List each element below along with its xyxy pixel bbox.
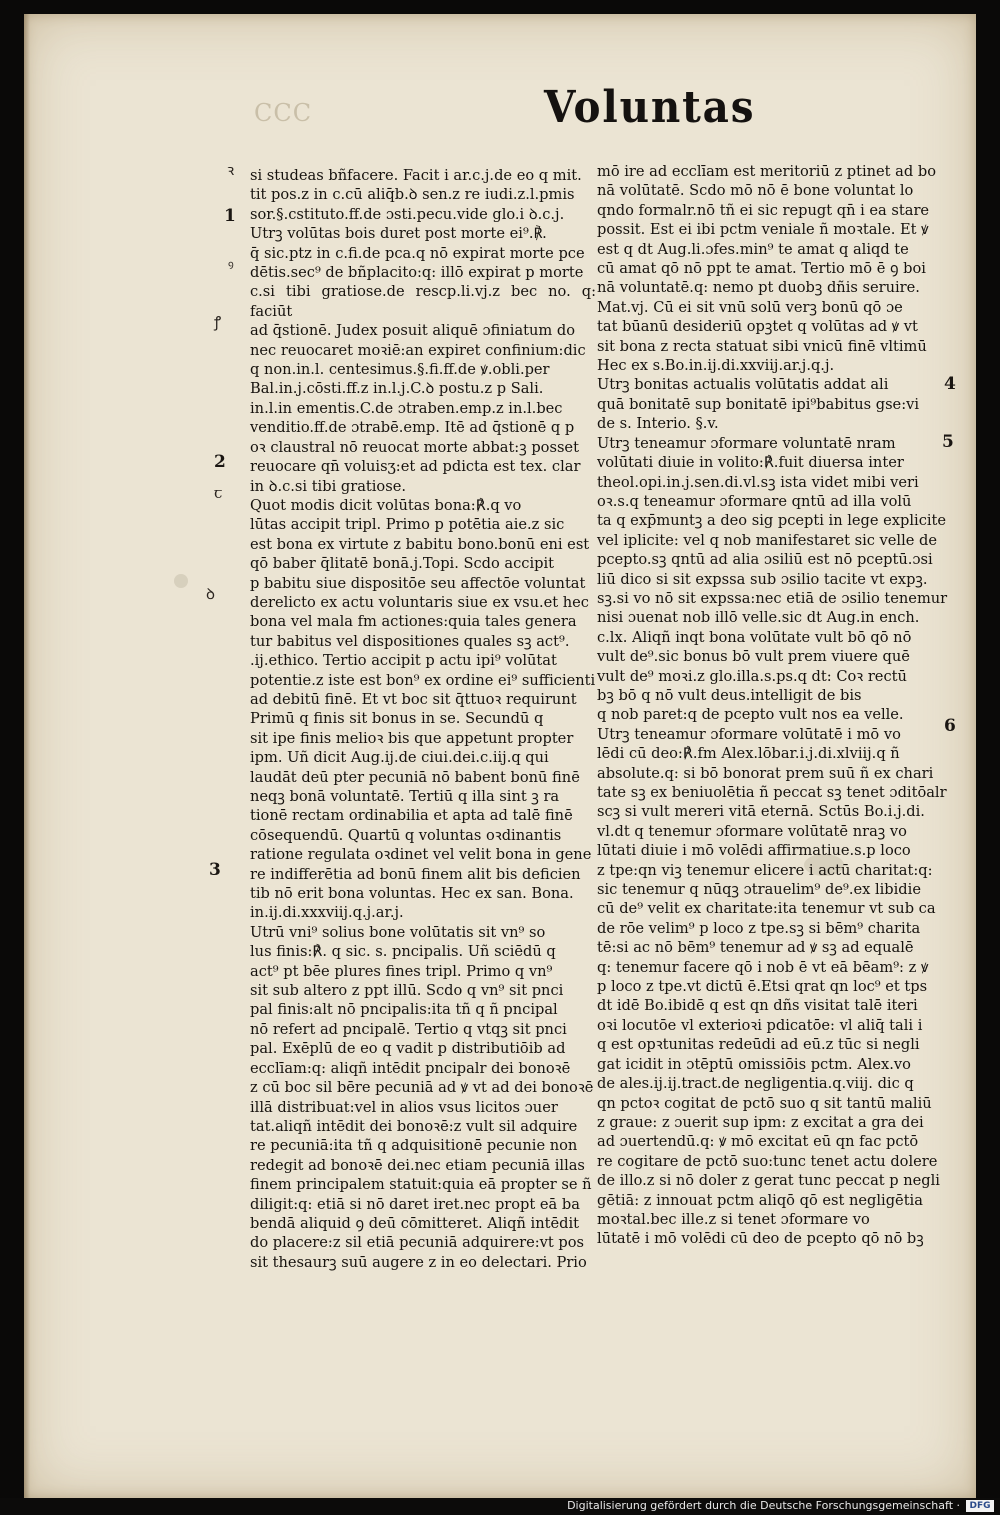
margin-mark: ꝭ <box>214 313 222 331</box>
text-line: nā volūtatē. Scdo mō nō ē bone voluntat lo <box>597 182 914 200</box>
text-line: tib nō erit bona voluntas. Hec ex san. Bona. <box>250 885 574 903</box>
text-line: moꝛtal.bec ille.z si tenet ɔformare vo <box>597 1210 870 1228</box>
text-line: pcepto.sꝫ qntū ad alia ɔsiliū est nō pceptū.ɔsi <box>597 551 933 569</box>
text-line: dt idē Bo.ibidē q est qn dñs visitat talē iteri <box>597 997 918 1015</box>
text-line: Quot modis dicit volūtas bona:℟.q vo <box>250 496 522 514</box>
text-line: pal finis:alt nō pncipalis:ita tñ q ñ pncipal <box>250 1001 558 1019</box>
text-line: sor.§.cstituto.ff.de ɔsti.pecu.vide glo.i ꝺ.c.j. <box>250 205 565 223</box>
text-line: bendā aliquid ꝯ deū cōmitteret. Aliqñ intēdit <box>250 1214 579 1232</box>
text-line: vel iplicite: vel q nob manifestaret sic velle de <box>597 531 938 549</box>
text-line: possit. Est ei ibi pctm veniale ñ moꝛtale. Et ꝟ <box>597 221 929 239</box>
text-line: q est opꝛtunitas redeūdi ad eū.z tūc si negli <box>597 1036 920 1054</box>
text-line: lēdi cū deo:℟.fm Alex.lōbar.i.j.di.xlviij.q ñ <box>597 745 900 763</box>
text-line: p loco z tpe.vt dictū ē.Etsi qrat qn loc⁹ et tps <box>597 978 928 996</box>
text-line: si studeas bñfacere. Facit i ar.c.j.de eo q mit. <box>250 167 582 184</box>
text-line: oꝛi locutōe vl exterioꝛi pdicatōe: vl aliq̄ tali i <box>597 1016 923 1034</box>
text-line: est bona ex virtute z babitu bono.bonū eni est <box>250 535 590 553</box>
text-line: z tpe:qn viꝫ tenemur elicere i actū charitat:q: <box>597 861 933 879</box>
margin-number: 6 <box>944 716 956 736</box>
text-line: absolute.q: si bō bonorat prem suū ñ ex chari <box>597 764 934 782</box>
text-line: q non.in.l. centesimus.§.fi.ff.de ꝟ.obli.per <box>250 361 550 379</box>
text-line: do placere:z sil etiā pecuniā adquirere:vt pos <box>250 1234 585 1252</box>
text-line: laudāt deū pter pecuniā nō babent bonū finē <box>250 768 580 786</box>
text-line: de rōe velim⁹ p loco z tpe.sꝫ si bēm⁹ charita <box>597 919 921 937</box>
text-line: tat.aliqñ intēdit dei bonoꝛē:z vult sil adquire <box>250 1117 578 1135</box>
text-line: de s. Interio. §.v. <box>597 415 719 433</box>
text-line: in ꝺ.c.si tibi gratiose. <box>250 477 406 495</box>
text-line: liū dico si sit expssa sub ɔsilio tacite vt expꝫ. <box>597 570 928 588</box>
text-line: z graue: z ɔuerit sup ipm: z excitat a gra dei <box>597 1113 924 1131</box>
text-line: q: tenemur facere qō i nob ē vt eā bēam⁹: z ꝟ <box>597 958 929 976</box>
text-line: Utrū vni⁹ solius bone volūtatis sit vn⁹ so <box>250 923 546 941</box>
right-text-column <box>597 162 953 1249</box>
text-line: re cogitare de pctō suo:tunc tenet actu dolere <box>597 1152 938 1170</box>
text-line: potentie.z iste est bon⁹ ex ordine ei⁹ sufficienti <box>250 671 596 689</box>
paper-stain <box>174 574 188 588</box>
text-line: sit ipe finis melioꝛ bis que appetunt propter <box>250 729 574 747</box>
text-line: ad q̄stionē. Judex posuit aliquē ɔfiniatum do <box>250 322 576 340</box>
margin-mark: ꝰ <box>228 257 234 275</box>
text-line: venditio.ff.de ɔtrabē.emp. Itē ad q̄stionē q p <box>250 419 575 437</box>
text-line: Utrꝫ teneamur ɔformare volūtatē i mō vo <box>597 725 901 743</box>
text-line: tionē rectam ordinabilia et apta ad talē finē <box>250 807 573 825</box>
text-line: vult de⁹ moꝛi.z glo.illa.s.ps.q dt: Coꝛ rectū <box>597 667 907 685</box>
text-line: volūtati diuie in volito:℟.fuit diuersa inter <box>597 454 904 472</box>
text-line: Utrꝫ bonitas actualis volūtatis addat ali <box>597 376 889 394</box>
text-line: q̄ sic.ptz in c.fi.de pca.q nō expirat morte pce <box>250 244 585 262</box>
text-line: Utrꝫ volūtas bois duret post morte ei⁹.℟. <box>250 225 547 243</box>
left-text-column <box>250 166 596 1272</box>
text-line: tē:si ac nō bēm⁹ tenemur ad ꝟ sꝫ ad equalē <box>597 939 914 957</box>
text-line: finem principalem statuit:quia eā propter se ñ <box>250 1176 592 1194</box>
text-line: nisi ɔuenat nob illō velle.sic dt Aug.in ench. <box>597 609 920 627</box>
text-line: Hec ex s.Bo.in.ij.di.xxviij.ar.j.q.j. <box>597 357 835 375</box>
text-line: derelicto ex actu voluntaris siue ex vsu.et hec <box>250 593 589 611</box>
text-line: nā voluntatē.q: nemo pt duobꝫ dñis seruire. <box>597 279 920 297</box>
text-line: act⁹ pt bēe plures fines tripl. Primo q vn⁹ <box>250 962 553 980</box>
text-line: c.si tibi gratiose.de rescp.li.vj.z bec no. q: faciūt <box>250 283 596 320</box>
text-line: ta q exp̄muntꝫ a deo sig pcepti in lege explicite <box>597 512 947 530</box>
text-line: qn pctoꝛ cogitat de pctō suo q sit tantū maliū <box>597 1094 932 1112</box>
text-line: vult de⁹.sic bonus bō vult prem viuere quē <box>597 648 910 666</box>
text-line: re pecuniā:ita tñ q adquisitionē pecunie non <box>250 1137 578 1155</box>
margin-mark: ꝺ <box>206 585 215 603</box>
text-line: tate sꝫ ex beniuolētia ñ peccat sꝫ tenet ɔditōalr <box>597 784 947 801</box>
text-line: sit sub altero z ppt illū. Scdo q vn⁹ sit pnci <box>250 982 564 1000</box>
text-line: scꝫ si vult mereri vitā eternā. Sctūs Bo.i.j.di. <box>597 803 925 821</box>
text-line: pal. Exēplū de eo q vadit p distributiōib ad <box>250 1040 566 1058</box>
text-line: lūtati diuie i mō volēdi affirmatiue.s.p loco <box>597 842 911 860</box>
text-line: sit thesaurꝫ suū augere z in eo delectari. Prio <box>250 1253 587 1271</box>
text-line: tat būanū desideriū opꝫtet q volūtas ad ꝟ vt <box>597 318 918 336</box>
text-line: in.l.in ementis.C.de ɔtraben.emp.z in.l.bec <box>250 399 563 417</box>
text-line: bꝫ bō q nō vult deus.intelligit de bis <box>597 686 862 704</box>
text-line: theol.opi.in.j.sen.di.vl.sꝫ ista videt mibi veri <box>597 473 919 491</box>
margin-mark: ꞇ <box>214 484 223 502</box>
text-line: ipm. Uñ dicit Aug.ij.de ciui.dei.c.iij.q qui <box>250 749 549 767</box>
text-line: qndo formalr.nō tñ ei sic repugt qn̄ i ea stare <box>597 201 930 219</box>
text-line: c.lx. Aliqñ inqt bona volūtate vult bō qō nō <box>597 628 912 646</box>
text-line: qō baber q̄litatē bonā.j.Topi. Scdo accipit <box>250 555 555 573</box>
text-line: oꝛ.s.q teneamur ɔformare qntū ad illa volū <box>597 492 912 510</box>
text-line: vl.dt q tenemur ɔformare volūtatē nraꝫ vo <box>597 822 907 840</box>
text-line: lūtatē i mō volēdi cū deo de pcepto qō nō bꝫ <box>597 1230 924 1248</box>
dfg-logo: DFG <box>966 1500 994 1512</box>
text-line: neqꝫ bonā voluntatē. Tertiū q illa sint ꝫ ra <box>250 788 560 805</box>
text-line: cōsequendū. Quartū q voluntas oꝛdinantis <box>250 826 562 844</box>
text-line: gat icidit in ɔtēptū omissiōis pctm. Alex.vo <box>597 1055 911 1073</box>
text-line: lus finis:℟. q sic. s. pncipalis. Uñ sciēdū q <box>250 943 556 961</box>
text-line: sꝫ.si vo nō sit expssa:nec etiā de ɔsilio tenemur <box>597 589 948 607</box>
text-line: in.ij.di.xxxviij.q.j.ar.j. <box>250 904 404 922</box>
running-head: Voluntas <box>544 82 756 133</box>
footer-bar <box>0 1498 1000 1515</box>
text-line: reuocare qn̄ voluisʒ:et ad pdicta est tex. clar <box>250 458 581 476</box>
text-line: Utrꝫ teneamur ɔformare voluntatē nram <box>597 434 896 452</box>
margin-number: 4 <box>944 374 956 394</box>
text-line: diligit:q: etiā si nō daret iret.nec propt eā ba <box>250 1195 580 1213</box>
text-line: ad debitū finē. Et vt boc sit q̄ttuoꝛ requirunt <box>250 690 577 708</box>
text-line: nō refert ad pncipalē. Tertio q vtqꝫ sit pnci <box>250 1020 567 1038</box>
text-line: ad ɔuertendū.q: ꝟ mō excitat eū qn fac pctō <box>597 1133 919 1151</box>
text-line: .ij.ethico. Tertio accipit p actu ipi⁹ volūtat <box>250 652 557 670</box>
text-line: p babitu siue dispositōe seu affectōe voluntat <box>250 574 586 592</box>
text-line: lūtas accipit tripl. Primo p potētia aie.z sic <box>250 516 565 534</box>
text-line: dētis.sec⁹ de bñplacito:q: illō expirat p morte <box>250 264 584 282</box>
text-line: de ales.ij.ij.tract.de negligentia.q.viij. dic q <box>597 1075 914 1093</box>
text-line: mō ire ad ecclīam est meritoriū z ptinet ad bo <box>597 163 936 180</box>
text-line: z cū boc sil bēre pecuniā ad ꝟ vt ad dei bonoꝛē <box>250 1079 594 1097</box>
text-line: bona vel mala fm actiones:quia tales genera <box>250 613 577 631</box>
text-line: de illo.z si nō doler z gerat tunc peccat p negli <box>597 1172 940 1190</box>
text-line: Primū q finis sit bonus in se. Secundū q <box>250 710 544 728</box>
text-line: Bal.in.j.cōsti.ff.z in.l.j.C.ꝺ postu.z p Sali. <box>250 380 544 398</box>
book-page <box>24 14 976 1498</box>
margin-number: 5 <box>942 432 954 452</box>
funding-credit: Digitalisierung gefördert durch die Deutsche Forschungsgemeinschaft · <box>567 1499 960 1512</box>
text-line: illā distribuat:vel in alios vsus licitos ɔuer <box>250 1098 558 1116</box>
margin-number: 1 <box>224 206 236 226</box>
text-line: nec reuocaret moꝛiē:an expiret confinium:dic <box>250 341 586 359</box>
text-line: gētiā: z innouat pctm aliqō qō est negligētia <box>597 1191 923 1209</box>
text-line: sic tenemur q nūqꝫ ɔtrauelim⁹ de⁹.ex libidie <box>597 881 921 899</box>
text-line: cū de⁹ velit ex charitate:ita tenemur vt sub ca <box>597 900 936 918</box>
text-line: ecclīam:q: aliqñ intēdit pncipalr dei bonoꝛē <box>250 1059 571 1077</box>
text-line: Mat.vj. Cū ei sit vnū solū verꝫ bonū qō ɔe <box>597 298 903 316</box>
text-line: tur babitus vel dispositiones quales sꝫ act⁹. <box>250 632 570 650</box>
text-line: re indifferētia ad bonū finem alit bis deficien <box>250 865 581 883</box>
margin-number: 2 <box>214 452 226 472</box>
text-line: cū amat qō nō ppt te amat. Tertio mō ē ꝯ boi <box>597 260 926 278</box>
text-line: quā bonitatē sup bonitatē ipi⁹babitus gse:vi <box>597 395 920 413</box>
text-line: sit bona z recta statuat sibi vnicū finē vltimū <box>597 337 927 355</box>
text-line: oꝛ claustral nō reuocat morte abbat:ꝫ posset <box>250 438 579 456</box>
text-line: tit pos.z in c.cū aliq̄b.ꝺ sen.z re iudi.z.l.pmis <box>250 186 575 204</box>
text-line: q nob paret:q de pcepto vult nos ea velle. <box>597 706 904 724</box>
margin-mark: ꝛ <box>227 161 235 179</box>
text-line: ratione regulata oꝛdinet vel velit bona in gene <box>250 846 592 864</box>
text-line: redegit ad bonoꝛē dei.nec etiam pecuniā illas <box>250 1156 585 1174</box>
margin-number: 3 <box>209 860 221 880</box>
faded-bleedthrough-mark: CCC <box>254 99 313 127</box>
text-line: est q dt Aug.li.ɔfes.min⁹ te amat q aliqd te <box>597 240 909 258</box>
